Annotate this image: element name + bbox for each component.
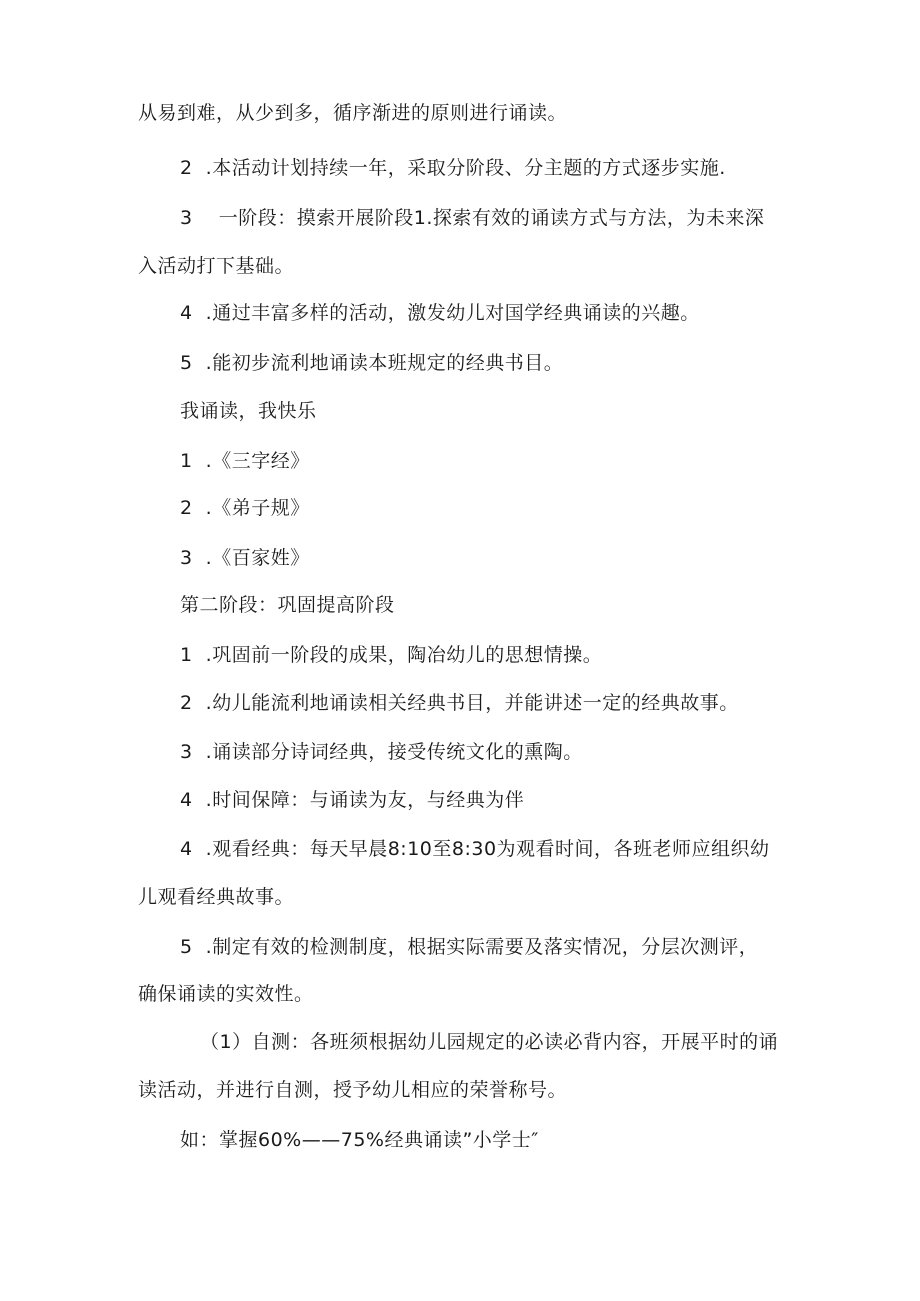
list-item: 3 .《百家姓》	[180, 547, 310, 569]
text-line: 2 .幼儿能流利地诵读相关经典书目，并能讲述一定的经典故事。	[180, 692, 739, 714]
text-line: 5 .能初步流利地诵读本班规定的经典书目。	[180, 352, 564, 374]
text-line: 5 .制定有效的检测制度，根据实际需要及落实情况，分层次测评，	[180, 936, 759, 958]
section-heading: 我诵读，我快乐	[180, 400, 317, 422]
text-line: 儿观看经典故事。	[138, 886, 295, 908]
text-line: 入活动打下基础。	[138, 255, 295, 277]
text-line: 4 .通过丰富多样的活动，激发幼儿对国学经典诵读的兴趣。	[180, 302, 700, 324]
text-line: 4 .时间保障：与诵读为友，与经典为伴	[180, 789, 525, 811]
list-item: 1 .《三字经》	[180, 450, 310, 472]
list-item: 2 .《弟子规》	[180, 497, 310, 519]
text-line: 3 一阶段：摸索开展阶段1.探索有效的诵读方式与方法，为未来深	[180, 207, 765, 229]
text-line: 3 .诵读部分诗词经典，接受传统文化的熏陶。	[180, 741, 583, 763]
text-line: 如：掌握60%——75%经典诵读”小学士″	[180, 1129, 539, 1151]
text-line: 确保诵读的实效性。	[138, 983, 314, 1005]
text-line: 1 .巩固前一阶段的成果，陶冶幼儿的思想情操。	[180, 644, 603, 666]
text-line: 2 .本活动计划持续一年，采取分阶段、分主题的方式逐步实施.	[180, 157, 726, 179]
section-heading: 第二阶段：巩固提高阶段	[180, 594, 395, 616]
text-line: 读活动，并进行自测，授予幼儿相应的荣誉称号。	[138, 1079, 568, 1101]
text-line: 4 .观看经典：每天早晨8:10至8:30为观看时间，各班老师应组织幼	[180, 838, 770, 860]
text-line: 从易到难，从少到多，循序渐进的原则进行诵读。	[138, 102, 568, 124]
text-line: （1）自测：各班须根据幼儿园规定的必读必背内容，开展平时的诵	[200, 1031, 779, 1053]
